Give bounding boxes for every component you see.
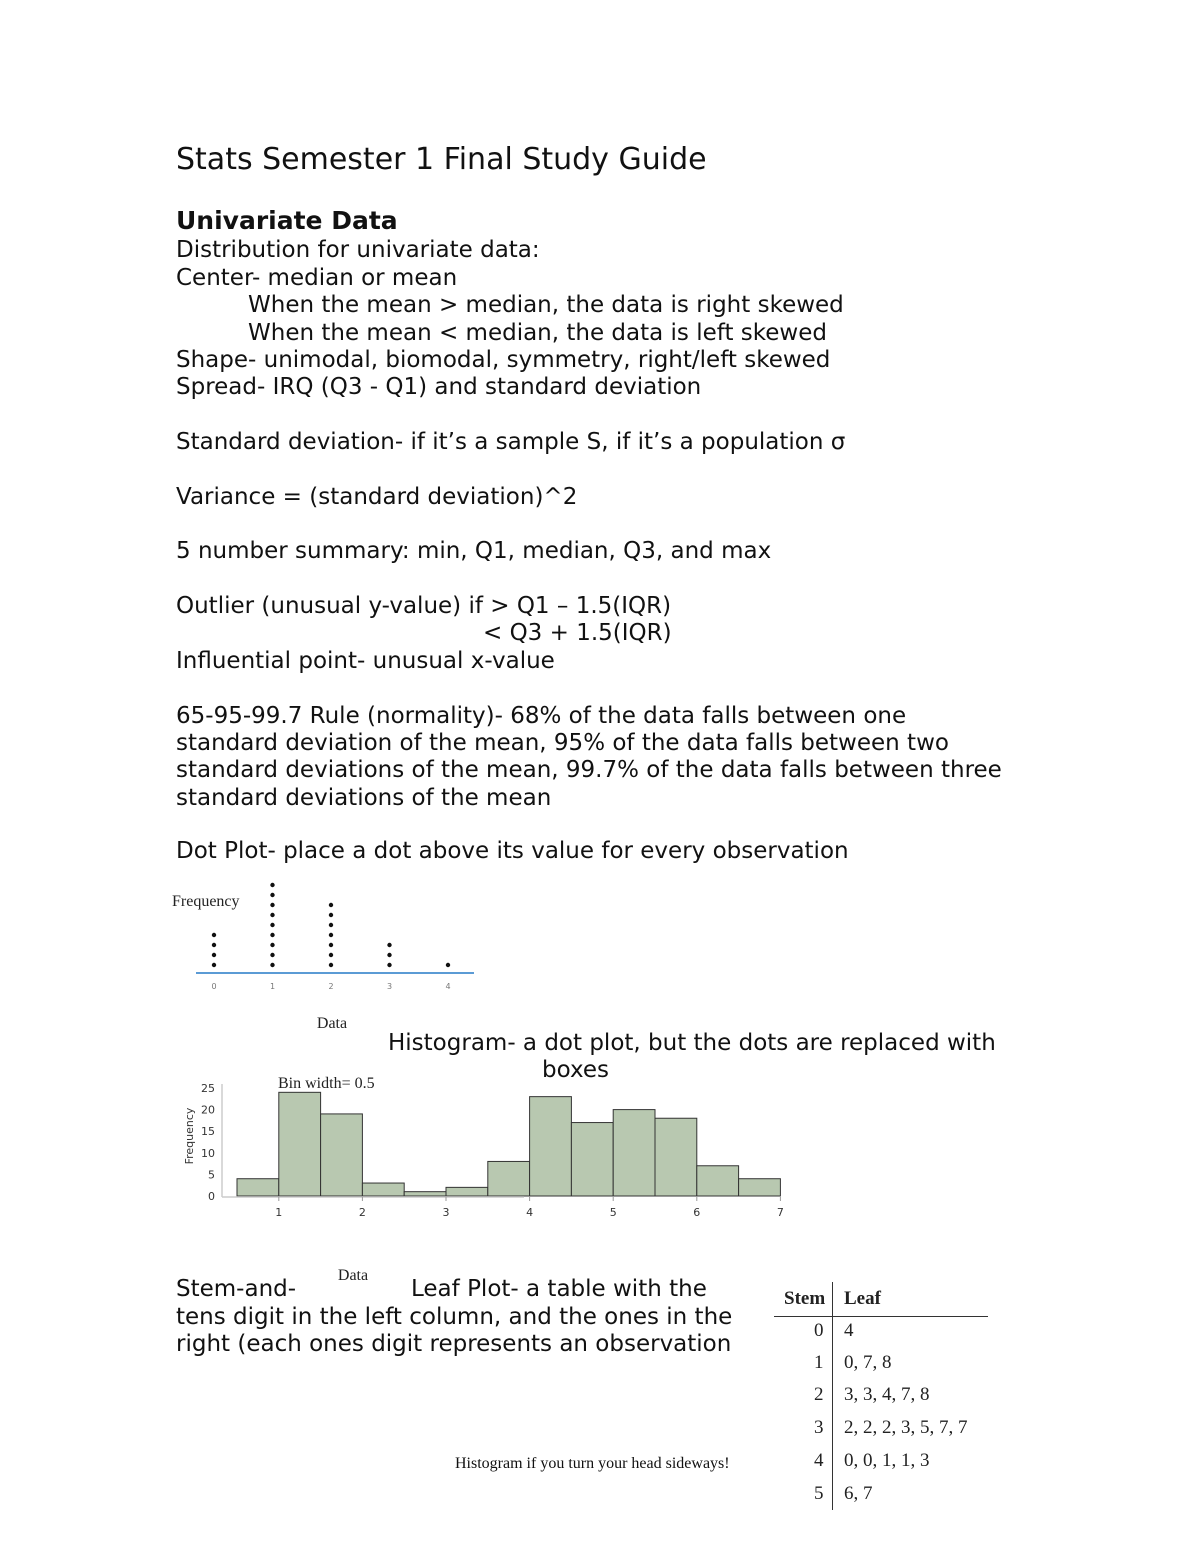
histogram-y-tick-label: 25 [201, 1082, 215, 1095]
stem-cell: 4 [814, 1450, 824, 1471]
histogram-x-tick-label: 5 [609, 1206, 617, 1219]
leaf-header: Leaf [844, 1288, 881, 1309]
text-line: Histogram- a dot plot, but the dots are replaced with [388, 1030, 996, 1056]
text-line: standard deviations of the mean, 99.7% of the data falls between three [176, 757, 1002, 783]
dot-plot-chart [160, 880, 490, 1040]
dot-plot-dot [387, 943, 391, 947]
dot-plot-dot [212, 963, 216, 967]
dot-plot-tick-label: 4 [445, 982, 451, 991]
text-line: < Q3 + 1.5(IQR) [483, 620, 672, 646]
histogram-x-tick-label: 2 [358, 1206, 366, 1219]
text-line: Stem-and- [176, 1276, 297, 1302]
histogram-y-tick-label: 15 [201, 1125, 215, 1139]
text-line: Leaf Plot- a table with the [411, 1276, 707, 1302]
text-line: 65-95-99.7 Rule (normality)- 68% of the data falls between one [176, 703, 907, 729]
text-line: When the mean > median, the data is right skewed [248, 292, 844, 318]
text-line: Outlier (unusual y-value) if > Q1 – 1.5(IQR) [176, 593, 672, 619]
text-line: standard deviations of the mean [176, 785, 552, 811]
stem-leaf-table [772, 1280, 990, 1512]
histogram-bar [530, 1097, 572, 1196]
histogram-bar [697, 1166, 739, 1196]
histogram-bar [321, 1114, 363, 1196]
text-line: Shape- unimodal, biomodal, symmetry, right/left skewed [176, 347, 831, 373]
text-line: Spread- IRQ (Q3 - Q1) and standard deviation [176, 374, 702, 400]
dot-plot-dot [270, 883, 274, 887]
dot-plot-ylabel: Frequency [172, 893, 240, 910]
leaf-cell: 4 [844, 1320, 854, 1341]
histogram-bar [237, 1179, 279, 1196]
text-line: right (each ones digit represents an observation [176, 1331, 732, 1357]
section-heading: Univariate Data [176, 206, 398, 235]
histogram-x-tick-label: 1 [275, 1206, 283, 1219]
histogram-bar [571, 1123, 613, 1196]
dot-plot-dot [270, 963, 274, 967]
histogram-bar [279, 1092, 321, 1196]
dot-plot-tick-label: 1 [269, 982, 276, 991]
dot-plot-dot [270, 893, 274, 897]
dot-plot-dot [387, 963, 391, 967]
dot-plot-dot [329, 933, 333, 937]
text-line: tens digit in the left column, and the ones in the [176, 1304, 733, 1330]
histogram-xlabel: Data [337, 1267, 369, 1284]
leaf-cell: 0, 7, 8 [844, 1352, 892, 1373]
histogram-y-tick-label: 20 [201, 1103, 215, 1117]
dot-plot-dot [212, 943, 216, 947]
text-line: Dot Plot- place a dot above its value for every observation [176, 838, 849, 864]
histogram-x-tick-label: 6 [693, 1206, 701, 1219]
histogram-x-tick-label: 7 [776, 1206, 784, 1219]
stem-cell: 5 [814, 1483, 824, 1504]
histogram-title: Bin width= 0.5 [278, 1075, 375, 1092]
histogram-y-tick-label: 10 [201, 1146, 215, 1160]
dot-plot-dot [270, 933, 274, 937]
dot-plot-dot [212, 933, 216, 937]
dot-plot-dot [329, 923, 333, 927]
dot-plot-dot [387, 953, 391, 957]
stem-cell: 0 [814, 1320, 824, 1341]
histogram-x-tick-label: 3 [442, 1206, 450, 1219]
dot-plot-dot [329, 913, 333, 917]
leaf-cell: 6, 7 [844, 1483, 873, 1504]
histogram-bar [655, 1118, 697, 1196]
dot-plot-dot [329, 963, 333, 967]
dot-plot-dot [270, 953, 274, 957]
text-line: boxes [542, 1057, 610, 1083]
dot-plot-dot [329, 943, 333, 947]
dot-plot-tick-label: 2 [328, 982, 334, 991]
dot-plot-dot [270, 903, 274, 907]
text-line: Distribution for univariate data: [176, 237, 540, 263]
dot-plot-dot [270, 943, 274, 947]
text-line: Standard deviation- if it’s a sample S, if it’s a population σ [176, 429, 846, 455]
text-line: 5 number summary: min, Q1, median, Q3, and max [176, 538, 772, 564]
leaf-cell: 3, 3, 4, 7, 8 [844, 1384, 930, 1405]
stem-cell: 3 [814, 1417, 824, 1438]
histogram-ylabel: Frequency [183, 1107, 196, 1165]
dot-plot-dot [270, 913, 274, 917]
dot-plot-dot [270, 923, 274, 927]
stem-header: Stem [784, 1288, 826, 1309]
dot-plot-dot [329, 953, 333, 957]
text-line: Influential point- unusual x-value [176, 648, 555, 674]
histogram-bar [739, 1179, 781, 1196]
stem-cell: 2 [814, 1384, 824, 1405]
dot-plot-tick-label: 0 [211, 982, 217, 991]
table-divider-horizontal [774, 1316, 988, 1317]
histogram-bar [488, 1161, 530, 1196]
histogram-y-tick-label: 0 [208, 1190, 215, 1203]
histogram-bar [446, 1187, 488, 1196]
leaf-cell: 2, 2, 2, 3, 5, 7, 7 [844, 1417, 968, 1438]
text-line: Variance = (standard deviation)^2 [176, 484, 578, 510]
histogram-x-tick-label: 4 [526, 1206, 534, 1219]
dot-plot-dot [446, 963, 450, 967]
stem-cell: 1 [814, 1352, 824, 1373]
page-title: Stats Semester 1 Final Study Guide [176, 142, 707, 177]
dot-plot-xlabel: Data [316, 1015, 348, 1032]
sideways-note: Histogram if you turn your head sideways! [455, 1455, 730, 1472]
text-line: Center- median or mean [176, 265, 458, 291]
text-line: When the mean < median, the data is left skewed [248, 320, 827, 346]
dot-plot-dot [329, 903, 333, 907]
text-line: standard deviation of the mean, 95% of the data falls between two [176, 730, 949, 756]
histogram-y-tick-label: 5 [208, 1168, 215, 1182]
leaf-cell: 0, 0, 1, 1, 3 [844, 1450, 930, 1471]
histogram-bar [613, 1110, 655, 1196]
histogram-bar [404, 1192, 446, 1196]
histogram-bar [362, 1183, 404, 1196]
dot-plot-tick-label: 3 [386, 982, 393, 991]
dot-plot-dot [212, 953, 216, 957]
